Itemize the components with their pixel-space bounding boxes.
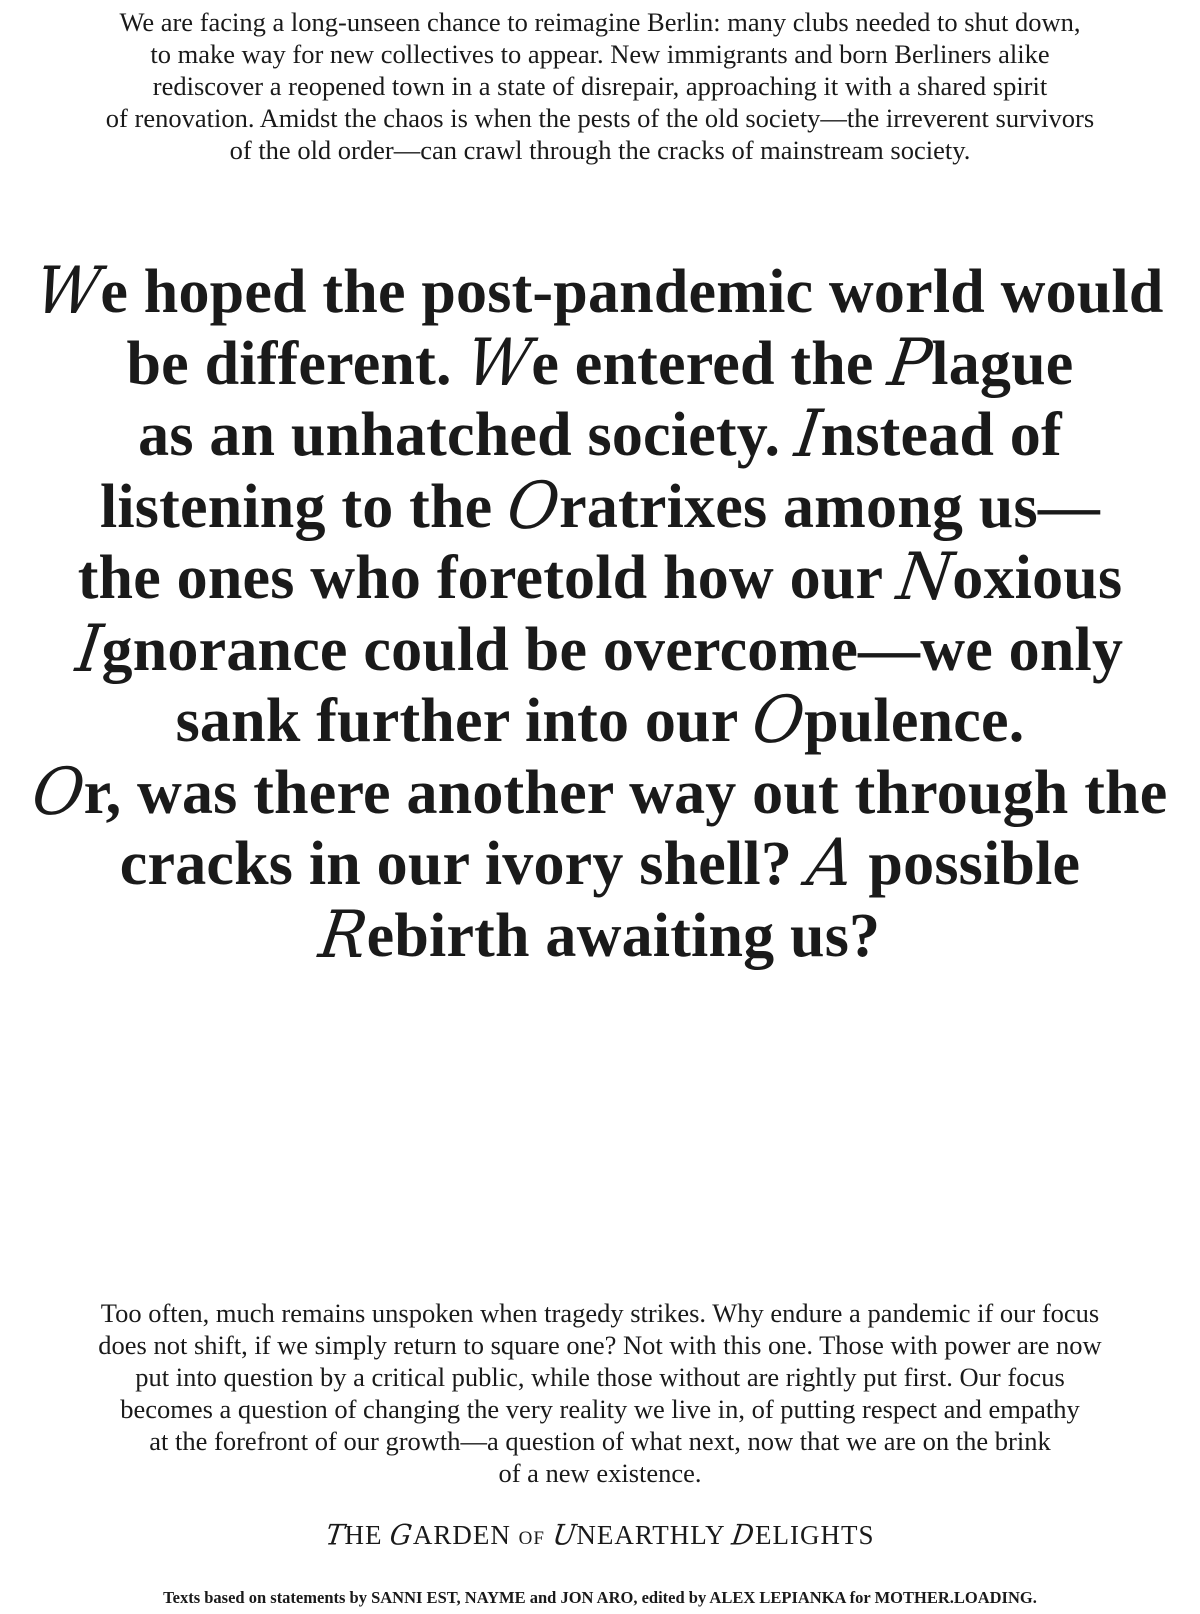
ornate-initial: O (27, 752, 90, 830)
title-text: HE (344, 1520, 391, 1550)
intro-line: to make way for new collectives to appear. New immigrants and born Berliners alike (150, 39, 1050, 69)
manifesto-text: possible (852, 830, 1081, 898)
title-text: OF (518, 1528, 545, 1549)
manifesto-text: oxious (952, 544, 1123, 612)
manifesto-text: e hoped the post-pandemic world would (100, 258, 1164, 326)
credits-line: Texts based on statements by SANNI EST, NAYME and JON ARO, edited by ALEX LEPIANKA for MOTHER.LOADING. (163, 1588, 1037, 1607)
manifesto-text: nstead of (820, 401, 1062, 469)
ornate-initial: D (730, 1519, 758, 1552)
closing-line: does not shift, if we simply return to square one? Not with this one. Those with power are now (98, 1330, 1102, 1360)
closing-line: of a new existence. (498, 1458, 702, 1488)
manifesto-line (10, 824, 1190, 901)
closing-paragraph (15, 1297, 1185, 1489)
ornate-initial: N (892, 538, 958, 615)
ornate-initial: R (314, 895, 373, 973)
project-title (0, 1520, 1200, 1551)
manifesto-line (10, 252, 1190, 329)
ornate-initial: I (71, 609, 108, 687)
manifesto-line (10, 538, 1190, 615)
manifesto-text: lague (931, 329, 1074, 398)
manifesto-text: cracks in our ivory shell? (119, 830, 808, 898)
intro-paragraph (20, 6, 1180, 166)
ornate-initial: P (884, 323, 937, 401)
ornate-initial: T (323, 1519, 347, 1552)
manifesto-line (10, 752, 1190, 830)
manifesto-text: listening to the (99, 472, 509, 541)
closing-line: put into question by a critical public, while those without are rightly put first. Our focus (135, 1362, 1065, 1392)
title-text: NEARTHLY (576, 1520, 733, 1550)
manifesto-line (10, 323, 1190, 401)
intro-line: of renovation. Amidst the chaos is when the pests of the old society—the irreverent survivors (105, 103, 1095, 133)
manifesto-line (10, 681, 1190, 758)
ornate-initial: A (802, 824, 859, 901)
ornate-initial: W (462, 323, 537, 401)
intro-line: rediscover a reopened town in a state of disrepair, approaching it with a shared spirit (152, 71, 1048, 101)
ornate-initial: U (550, 1519, 579, 1552)
closing-line: at the forefront of our growth—a question of what next, now that we are on the brink (149, 1426, 1051, 1456)
manifesto-text: gnorance could be overcome—we only (101, 615, 1124, 684)
ornate-initial: O (747, 681, 810, 758)
ornate-initial: G (387, 1519, 416, 1552)
ornate-initial: I (790, 395, 827, 472)
manifesto-text: r, was there another way out through the (83, 758, 1168, 827)
manifesto-text: as an unhatched society. (138, 401, 796, 469)
manifesto-statement (10, 252, 1190, 973)
manifesto-line (10, 895, 1190, 973)
manifesto-text: be different. (126, 329, 468, 398)
intro-line: of the old order—can crawl through the cracks of mainstream society. (229, 135, 971, 165)
manifesto-line (10, 395, 1190, 472)
manifesto-line (10, 466, 1190, 544)
manifesto-text: sank further into our (175, 687, 754, 755)
intro-line: We are facing a long-unseen chance to reimagine Berlin: many clubs needed to shut down, (119, 7, 1081, 37)
title-text: ARDEN (412, 1520, 519, 1550)
closing-line: Too often, much remains unspoken when tragedy strikes. Why endure a pandemic if our focus (100, 1298, 1100, 1328)
manifesto-text: pulence. (804, 687, 1025, 755)
manifesto-text: ebirth awaiting us? (366, 901, 881, 970)
manifesto-text: ratrixes among us— (559, 472, 1101, 541)
manifesto-line (10, 609, 1190, 687)
manifesto-text: the ones who foretold how our (77, 544, 898, 612)
ornate-initial: O (502, 466, 565, 544)
manifesto-text: e entered the (531, 329, 890, 398)
closing-line: becomes a question of changing the very reality we live in, of putting respect and empathy (120, 1394, 1080, 1424)
ornate-initial: W (31, 252, 106, 329)
title-text: ELIGHTS (754, 1520, 875, 1550)
